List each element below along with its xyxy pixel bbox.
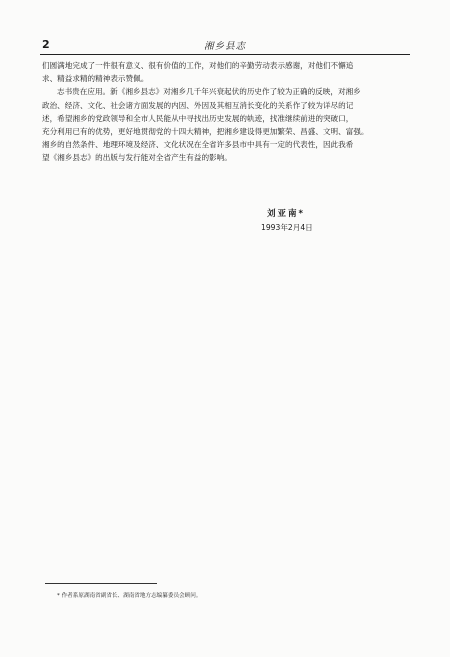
signature-date: 1993年2月4日 (261, 223, 313, 232)
body-line: 志书贵在应用。新《湘乡县志》对湘乡几千年兴衰起伏的历史作了较为正确的反映，对湘乡 (57, 87, 361, 97)
body-line: 们圆满地完成了一件很有意义、很有价值的工作，对他们的辛勤劳动表示感谢，对他们不懈追 (42, 61, 354, 70)
footnote-rule (45, 583, 157, 584)
page-header (40, 38, 410, 52)
author-signature: 刘亚南* (267, 209, 305, 219)
header-rule (40, 54, 410, 55)
body-line: 政治、经济、文化、社会诸方面发展的内因、外因及其相互消长变化的关系作了较为详尽的记 (42, 100, 354, 110)
running-title: 湘乡县志 (203, 41, 246, 52)
page-number: 2 (42, 38, 50, 51)
body-line: 述，希望湘乡的党政领导和全市人民能从中寻找出历史发展的轨迹，找准继续前进的突破口， (42, 113, 354, 123)
body-line: 望《湘乡县志》的出版与发行能对全省产生有益的影响。 (42, 153, 232, 163)
footnote: * 作者系原湖南省副省长、湖南省地方志编纂委员会顾问。 (57, 593, 202, 599)
body-line: 湘乡的自然条件、地理环境及经济、文化状况在全省许多县市中具有一定的代表性，因此我希 (42, 140, 354, 150)
body-line: 充分利用已有的优势，更好地贯彻党的十四大精神，把湘乡建设得更加繁荣、昌盛、文明、富强。 (42, 126, 369, 136)
body-text (42, 59, 414, 165)
body-line: 求、精益求精的精神表示赞佩。 (42, 74, 149, 84)
